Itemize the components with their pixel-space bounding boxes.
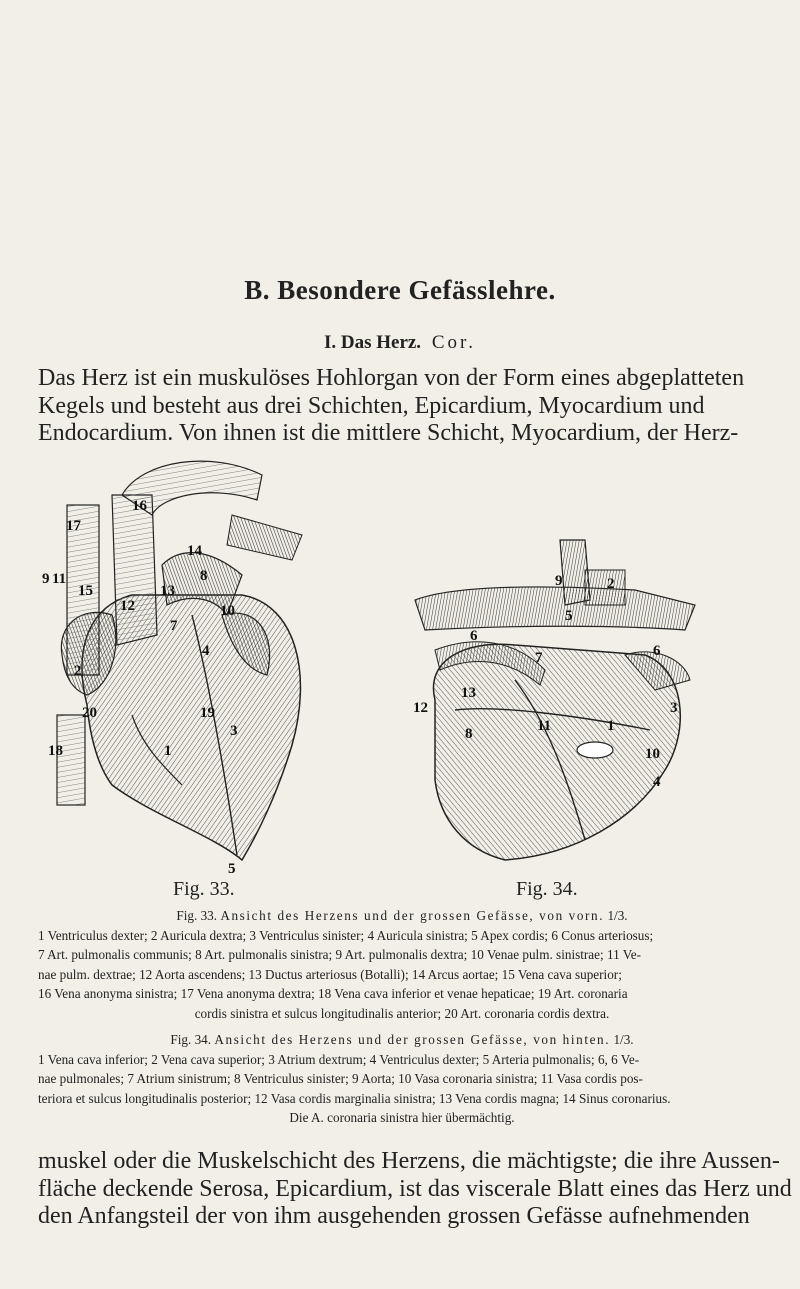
- caption-33-line: nae pulm. dextrae; 12 Aorta ascendens; 13 Ductus arteriosus (Botalli); 14 Arcus aortae; 15 Vena cava superior;: [38, 966, 622, 982]
- caption-33-prefix: Fig. 33.: [176, 908, 218, 923]
- fig33-label-15: 15: [78, 583, 93, 599]
- fig33-label-10: 10: [220, 603, 235, 619]
- fig33-label-18: 18: [48, 743, 63, 759]
- figure-34-illustration: [395, 530, 705, 865]
- fig34-label-2: 2: [607, 576, 615, 592]
- subsection-latin: Cor.: [431, 332, 477, 353]
- caption-34-line: nae pulmonales; 7 Atrium sinistrum; 8 Ventriculus sinister; 9 Aorta; 10 Vasa coronaria sinistra; 11 Vasa cordis pos-: [38, 1071, 643, 1087]
- fig33-label-8: 8: [200, 568, 208, 584]
- fig34-label-10: 10: [645, 746, 660, 762]
- fig33-label-19: 19: [200, 705, 215, 721]
- subsection-title: [0, 332, 800, 354]
- fig34-label-8: 8: [465, 726, 473, 742]
- fig34-label-5: 5: [565, 608, 573, 624]
- aorta: [112, 495, 157, 645]
- caption-33-line: 7 Art. pulmonalis communis; 8 Art. pulmonalis sinistra; 9 Art. pulmonalis dextra; 10 Venae pulm. sinistrae; 11 Ve-: [38, 947, 642, 963]
- fig33-label-14: 14: [187, 543, 202, 559]
- vena-cava-superior: [585, 570, 625, 605]
- caption-fig-33: [38, 906, 766, 1024]
- fig34-label-12: 12: [413, 700, 428, 716]
- continuation-line: den Anfangsteil der von ihm ausgehenden grossen Gefässe aufnehmenden: [38, 1203, 750, 1229]
- fig33-label-1: 1: [164, 743, 172, 759]
- caption-34-note: Die A. coronaria sinistra hier übermächtig.: [289, 1110, 515, 1126]
- continuation-line: muskel oder die Muskelschicht des Herzens, die mächtigste; die ihre Aussen-: [38, 1148, 780, 1174]
- fig34-label-9: 9: [555, 573, 563, 589]
- caption-fig-34: [38, 1030, 766, 1128]
- fig33-label-2: 2: [74, 663, 82, 679]
- heart-front-view-drawing: [42, 455, 332, 875]
- figure-33-label: Fig. 33.: [173, 878, 235, 900]
- caption-34-prefix: Fig. 34.: [170, 1032, 212, 1047]
- intro-paragraph: [38, 365, 766, 448]
- pulmonary-vessels: [227, 515, 302, 560]
- continuation-paragraph: [38, 1148, 792, 1231]
- fig34-label-13: 13: [461, 685, 476, 701]
- fig33-label-17: 17: [66, 518, 81, 534]
- fig33-label-9: 9: [42, 571, 50, 587]
- vena-cava-inferior: [57, 715, 85, 805]
- caption-34-heading: Ansicht des Herzens und der grossen Gefässe, von hinten.: [214, 1032, 611, 1047]
- fig33-label-12: 12: [120, 598, 135, 614]
- figure-34-label: Fig. 34.: [516, 878, 578, 900]
- vena-cava-inferior: [577, 742, 613, 758]
- caption-33-heading: Ansicht des Herzens und der grossen Gefässe, von vorn.: [220, 908, 605, 923]
- caption-33-heading-line: [38, 906, 766, 926]
- fig34-label-6b: 6: [653, 643, 661, 659]
- caption-34-line: teriora et sulcus longitudinalis posterior; 12 Vasa cordis marginalia sinistra; 13 Vena cordis magna; 14 Sinus coronarius.: [38, 1090, 671, 1106]
- fig33-label-5: 5: [228, 861, 236, 875]
- fig33-label-16: 16: [132, 498, 147, 514]
- fig34-label-1: 1: [607, 718, 615, 734]
- fig33-label-4: 4: [202, 643, 210, 659]
- figure-33-illustration: [42, 455, 332, 875]
- fig34-label-7: 7: [535, 650, 543, 666]
- fig34-label-6a: 6: [470, 628, 478, 644]
- caption-33-line: 16 Vena anonyma sinistra; 17 Vena anonyma dextra; 18 Vena cava inferior et venae hepaticae; 19 Art. coronaria: [38, 986, 628, 1002]
- continuation-line: fläche deckende Serosa, Epicardium, ist das viscerale Blatt eines das Herz und: [38, 1175, 792, 1202]
- caption-33-scale: 1/3.: [607, 908, 628, 923]
- section-title: B. Besondere Gefässlehre.: [244, 275, 556, 305]
- caption-34-scale: 1/3.: [613, 1032, 634, 1047]
- intro-line: Das Herz ist ein muskulöses Hohlorgan von der Form eines abgeplatteten: [38, 365, 745, 391]
- caption-34-line: 1 Vena cava inferior; 2 Vena cava superior; 3 Atrium dextrum; 4 Ventriculus dexter; 5 Arteria pulmonalis; 6, 6 Ve-: [38, 1051, 640, 1067]
- caption-33-line: cordis sinistra et sulcus longitudinalis anterior; 20 Art. coronaria cordis dextra.: [194, 1005, 610, 1021]
- fig34-label-11: 11: [537, 718, 552, 734]
- caption-33-line: 1 Ventriculus dexter; 2 Auricula dextra; 3 Ventriculus sinister; 4 Auricula sinistra; 5 Apex cordis; 6 Conus arteriosus;: [38, 927, 654, 943]
- intro-line: Endocardium. Von ihnen ist die mittlere Schicht, Myocardium, der Herz-: [38, 420, 739, 446]
- heart-back-view-drawing: [395, 530, 705, 865]
- fig33-label-3: 3: [230, 723, 238, 739]
- intro-line: Kegels und besteht aus drei Schichten, Epicardium, Myocardium und: [38, 392, 705, 419]
- fig33-label-20: 20: [82, 705, 97, 721]
- fig33-label-11: 11: [52, 571, 67, 587]
- fig33-label-13: 13: [160, 583, 175, 599]
- pulmonary-arteries: [415, 587, 695, 630]
- fig34-label-4: 4: [653, 774, 661, 790]
- fig33-label-7: 7: [170, 618, 178, 634]
- fig34-label-3: 3: [670, 700, 678, 716]
- caption-34-heading-line: [38, 1030, 766, 1050]
- subsection-name: I. Das Herz.: [323, 332, 422, 353]
